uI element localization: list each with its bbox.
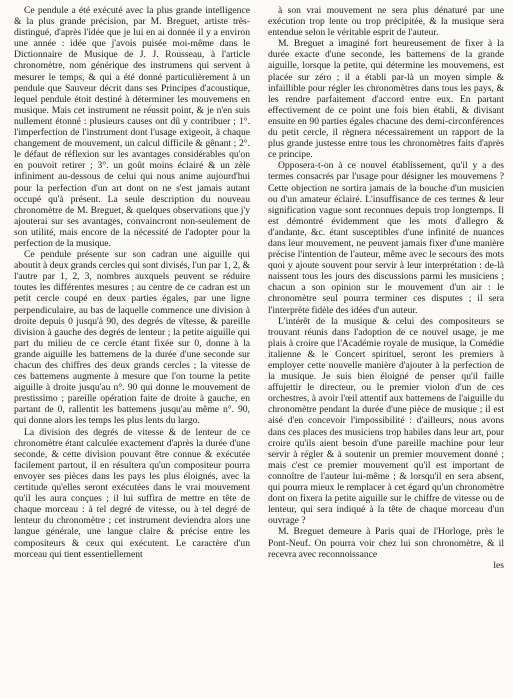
paragraph: à son vrai mouvement ne sera plus dénaturé par une exécution trop lente ou trop précipitée, & la musique sera entendue selon le véritable esprit de l'auteur. bbox=[268, 5, 504, 39]
catchword: les bbox=[493, 559, 504, 571]
paragraph: M. Breguet a imaginé fort heureusement de fixer à la durée exacte d'une seconde, les battemens de la grande aiguille, lorsque la petite, qui détermine les mouvemens, est placée sur zéro ; il a établi par-là un moyen simple & infaillible pour régler les chronomètres dans tous les pays, & les rendre parfaitement d'accord entre eux. En partant effectivement de ce point une fois bien établi, & divisant ensuite en 90 parties égales chacune des demi-circonférences du petit cercle, il règnera nécessairement un rapport de la plus grande justesse entre tous les chronomètres faits d'après ce principe. bbox=[268, 38, 504, 161]
paragraph: Ce pendule a été exécuté avec la plus grande intelligence & la plus grande précision, par M. Breguet, artiste très-distingué, d'après l'idée que je lui en ai donnée il y a environ une année : idée que j'avois puisée moi-même dans le Dictionnaire de Musique de J. J. Rousseau, à l'article chronomètre, nom générique des instrumens qui servent à mesurer le temps, & qui a été donné particulièrement à un pendule que Sauveur décrit dans ses Principes d'acoustique, lequel pendule étoit destiné à déterminer les mouvemens en musique. Mais cet instrument ne réussit point, & je n'en suis nullement étonné : plusieurs causes ont dû y contribuer ; 1°. l'imperfection de l'instrument dont l'usage exigeoit, à chaque changement de mouvement, un calcul difficile & gênant ; 2°. le défaut de réflexion sur les avantages considérables qu'on en pouvoit retirer ; 3°. un goût moins éclairé & un zèle infiniment au-dessous de celui qui nous anime aujourd'hui pour la perfection d'un art dont on ne s'est jamais autant occupé qu'à présent. La seule description du nouveau chronomètre de M. Breguet, & quelques observations que j'y ajouterai sur ses avantages, convaincront non-seulement de son utilité, mais encore de la nécessité de l'adopter pour la perfection de la musique. bbox=[14, 5, 250, 249]
paragraph: Opposera-t-on à ce nouvel établissement, qu'il y a des termes consacrés par l'usage pour désigner les mouvemens ? Cette objection ne sortira jamais de la bouche d'un musicien ou d'un amateur éclairé. L'insuffisance de ces termes & leur signification vague sont reconnues depuis trop longtemps. Il est démontré évidemment que les mots d'allegro & d'andante, &c. étant susceptibles d'une infinité de nuances dans leur mouvement, ne peuvent jamais fixer d'une manière précise l'intention de l'auteur, même avec le secours des mots quoi y ajoute souvent pour servir à leur interprétation : de-là naissent tous les jours des discussions parmi les musiciens ; chacun a son opinion sur le mouvement d'un air : le chronomètre seul pourra terminer ces disputes ; il sera l'interprète fidèle des idées d'un auteur. bbox=[268, 160, 504, 316]
left-column bbox=[14, 5, 250, 560]
paragraph: L'intérêt de la musique & celui des compositeurs se trouvant réunis dans l'adoption de ce nouvel usage, je me plais à croire que l'Académie royale de musique, la Comédie italienne & le Concert spirituel, seront les premiers à employer cette nouvelle manière d'ajouter à la perfection de la musique. Je suis bien éloigné de penser qu'il faille affujettir le directeur, ou le premier violon d'un de ces orchestres, à avoir l'œil attentif aux battemens de l'aiguille du chronomètre pendant la durée d'une pièce de musique ; il est aisé d'en concevoir l'impossibilité : d'ailleurs, nous avons dans ces places des musiciens trop habiles dans leur art, pour croire qu'ils aient besoin d'une pareille machine pour leur servir à régler & à soutenir un premier mouvement donné ; mais c'est ce premier mouvement qu'il est important de connoître de l'auteur lui-même ; & lorsqu'il en sera absent, qui pourra mieux le remplacer à cet égard qu'un chronomètre dont on fixera la petite aiguille sur le chiffre de vitesse ou de lenteur, qui sera indiqué à la tête de chaque morceau d'un ouvrage ? bbox=[268, 315, 504, 527]
paragraph: M. Breguet demeure à Paris quai de l'Horloge, près le Pont-Neuf. On pourra voir chez lui son chronomètre, & il recevra avec reconnoissance bbox=[268, 526, 504, 560]
right-column bbox=[268, 5, 504, 571]
paragraph: La division des degrés de vitesse & de lenteur de ce chronomètre étant calculée exactement d'après la durée d'une seconde, & cette division pouvant être connue & exécutée facilement partout, il en résultera qu'un compositeur pourra envoyer ses pièces dans les pays les plus éloignés, avec la certitude qu'elles seront exécutées dans le vrai mouvement qu'il les aura conçues ; il lui suffira de mettre en tête de chaque morceau : à tel degré de vitesse, ou à tel degré de lenteur du chronomètre ; cet instrument deviendra alors une langue générale, une langue claire & précise entre les compositeurs & ceux qui exécutent. Le caractère d'un morceau qui tient essentiellement bbox=[14, 426, 250, 560]
paragraph: Ce pendule présente sur son cadran une aiguille qui aboutit à deux grands cercles qui sont divisés, l'un par 1, 2, & l'autre par 1, 2, 3, nombres auxquels peuvent se réduire toutes les différentes mesures ; au centre de ce cadran est un petit cercle coupé en deux parties égales, par une ligne perpendiculaire, au bas de laquelle commence une division à droite depuis 0 jusqu'à 90, des degrés de vîtesse, & pareille division à gauche des degrés de lenteur ; la petite aiguille qui part du milieu de ce cercle étant fixée sur 0, donne à la grande aiguille les battemens de la durée d'une seconde sur chacun des chiffres des deux grands cercles ; la vitesse de ces battemens augmente à mesure que l'on tourne la petite aiguille à droite jusqu'au n°. 90 qui donne le mouvement de prestissimo ; pareille opération faite de droite à gauche, en partant de 0, rallentit les battemens jusqu'au même n°. 90, qui donne alors les temps les plus lents du largo. bbox=[14, 249, 250, 427]
